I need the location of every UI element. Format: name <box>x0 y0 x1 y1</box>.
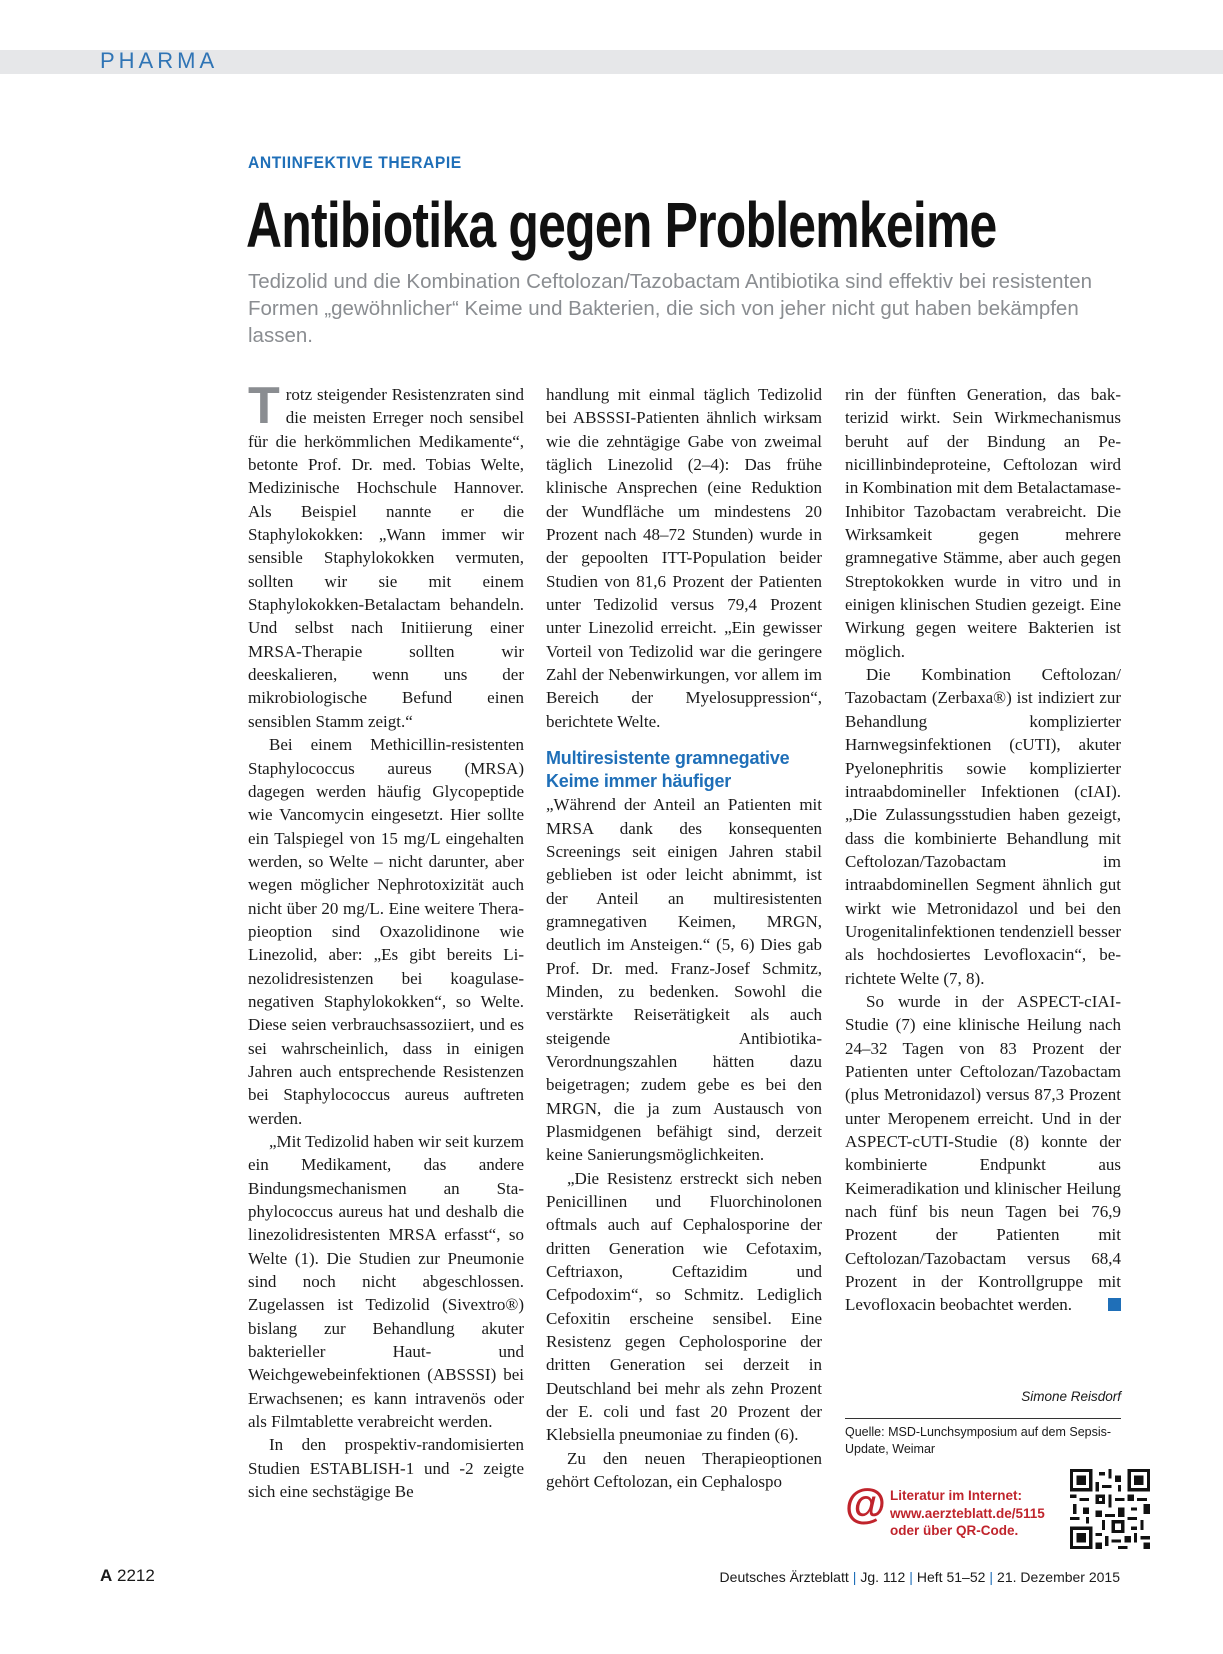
article-subtitle: Tedizolid und die Kombination Ceftolozan/Tazobactam Antibiotika sind effektiv bei resistenten Formen „gewöhnlicher“ Keime und Bakterien, die sich von jeher nicht gut haben bekämpfen lassen. <box>248 270 1093 347</box>
paragraph: So wurde in der ASPECT-cIAI-Studie (7) eine klinische Heilung nach 24–32 Tagen von 83 Prozent der Patienten unter Ceftolozan/Tazobactam (plus Metronidazol) versus 87,3 Prozent unter Meropenem erreicht. Und in der ASPECT-cUTI-Studie (8) konnte der kombinierte Endpunkt aus Keimeradikation und klinischer Heilung nach fünf bis neun Tagen bei 76,9 Prozent der Patienten mit Ceftolozan/Tazobactam versus 68,4 Prozent in der Kontrollgruppe mit Levofloxacin beobachtet werden. <box>845 991 1121 1315</box>
volume: Jg. 112 <box>860 1569 906 1585</box>
paragraph: Trotz steigender Resistenzraten sind die meisten Erreger noch sensibel für die herkömmlichen Medikamente“, betonte Prof. Dr. med. Tobias Welte, Medizinische Hochschule Hannover. Als Beispiel nannte er die Staphylokokken: „Wann immer wir sensible Staphylokokken vermuten, sollten wir sie mit einem Staphylokokken-Betalactam behandeln. Und selbst nach Initiierung einer MRSA-Therapie sollten wir deeskalieren, wenn uns der mikrobiologische Befund einen sensiblen Stamm zeigt.“ <box>248 377 524 731</box>
footer-info: Deutsches Ärzteblatt | Jg. 112 | Heft 51–52 | 21. Dezember 2015 <box>719 1569 1120 1585</box>
literature-qr-note: oder über QR-Code. <box>890 1523 1019 1538</box>
article-title: Antibiotika gegen Problemkeime <box>246 189 997 261</box>
literature-box[interactable] <box>890 1487 1045 1540</box>
text-column-1 <box>248 377 524 1504</box>
date: 21. Dezember 2015 <box>997 1569 1120 1585</box>
literature-link[interactable]: www.aerzteblatt.de/5115 <box>890 1505 1045 1521</box>
article-kicker: ANTIINFEKTIVE THERAPIE <box>248 153 462 172</box>
issue: Heft 51–52 <box>916 1569 986 1585</box>
text-column-3 <box>845 383 1121 1317</box>
paragraph: rin der fünften Generation, das bakterizid wirkt. Sein Wirkmechanismus beruht auf der Bindung an Penicillinbindeproteine, Ceftolozan wird in Kombination mit dem Betalactamase-Inhibitor Tazobactam verabreicht. Die Wirksamkeit gegen mehrere gramnegative Stämme, aber auch gegen Streptokokken wurde in vitro und in einigen klinischen Studien gezeigt. Eine Wirkung gegen weitere Bakterien ist möglich. <box>845 385 1121 661</box>
source-note: Quelle: MSD-Lunchsymposium auf dem Sepsis-Update, Weimar <box>845 1425 1112 1456</box>
paragraph: Die Kombination Ceftolozan/ Tazobactam (Zerbaxa®) ist indiziert zur Behandlung komplizierter Harnwegsinfektionen (cUTI), akuter Pyelonephritis sowie komplizierter intraabdomineller Infektionen (cIAI). „Die Zulassungsstudien haben gezeigt, dass die kombinierte Behandlung mit Ceftolozan/Tazobactam im intraabdominellen Segment ähnlich gut wirkt wie Metronidazol und bei den Urogenitalinfektionen tendenziell besser als hochdosiertes Levofloxacin“, berichtete Welte (7, 8). <box>845 665 1121 988</box>
author-byline: Simone Reisdorf <box>1021 1389 1121 1404</box>
drop-cap: T <box>248 377 280 435</box>
paragraph: In den prospektiv-randomisierten Studien ESTABLISH-1 und -2 zeigte sich eine sechstägige Be <box>248 1435 524 1502</box>
paragraph: handlung mit einmal täglich Tedizolid bei ABSSSI-Patienten ähnlich wirksam wie die zehntägige Gabe von zweimal täglich Linezolid (2–4): Das frühe klinische Ansprechen (eine Reduktion der Wundfläche um mindestens 20 Prozent nach 48–72 Stunden) wurde in der gepoolten ITT-Population beider Studien von 81,6 Prozent der Patienten unter Tedizolid versus 79,4 Prozent unter Linezolid erreicht. „Ein gewisser Vorteil von Tedizolid war die geringere Zahl der Nebenwirkungen, vor allem im Bereich der Myelosuppression“, berichtete Welte. <box>546 385 822 731</box>
paragraph: Bei einem Methicillin-resistenten Staphylococcus aureus (MRSA) dagegen werden häufig Glycopeptide wie Vancomycin eingesetzt. Hier sollte ein Talspiegel von 15 mg/L eingehalten werden, so Welte – nicht darunter, aber wegen möglicher Nephrotoxizität auch nicht über 20 mg/L. Eine weitere Therapieoption sind Oxazolidinone wie Linezolid, aber: „Es gibt bereits Linezolidresistenzen bei koagulasenegativen Staphylokokken“, so Welte. Diese seien verbrauchsassoziiert, und es sei wahrscheinlich, dass in einigen Jahren auch entsprechende Resistenzen bei Staphylococcus aureus auftreten werden. <box>248 735 524 1128</box>
qr-code-icon[interactable] <box>1070 1469 1150 1549</box>
journal-name: Deutsches Ärzteblatt <box>719 1569 849 1585</box>
text-column-2 <box>546 383 822 1493</box>
at-icon: @ <box>845 1480 886 1527</box>
paragraph: Zu den neuen Therapieoptionen gehört Ceftolozan, ein Cephalospo <box>546 1448 822 1492</box>
end-mark-icon <box>1108 1298 1121 1311</box>
divider <box>845 1418 1121 1419</box>
page-number: A 2212 <box>100 1566 155 1585</box>
paragraph: „Während der Anteil an Patienten mit MRSA dank des konsequenten Screenings seit einigen Jahren stabil geblieben ist oder leicht abnimmt, ist der Anteil an multiresistenten gramnegativen Keimen, MRGN, deutlich im Ansteigen.“ (5, 6) Dies gab Prof. Dr. med. Franz-Josef Schmitz, Minden, zu bedenken. Sowohl die verstärkte Reiseтätigkeit als auch steigende Antibiotika-Verordnungszahlen hätten dazu beigetragen; zudem gebe es bei den MRGN, die ja zum Austausch von Plasmidgenen befähigt sind, derzeit keine Sanierungsmöglichkeiten. <box>546 795 822 1165</box>
section-label: PHARMA <box>100 48 219 73</box>
paragraph: „Mit Tedizolid haben wir seit kurzem ein Medikament, das andere Bindungsmechanismen an Staphylococcus aureus hat und deshalb die linezolidresistenten MRSA erfasst“, so Welte (1). Die Studien zur Pneumonie sind noch nicht abgeschlossen. Zugelassen ist Tedizolid (Sivextro®) bislang zur Behandlung akuter bakterieller Haut- und Weichgewebeinfektionen (ABSSSI) bei Erwachsenen; es kann intravenös oder als Filmtablette verabreicht werden. <box>248 1132 524 1432</box>
section-heading: Multiresistente gramnegative Keime immer häufiger <box>546 748 790 792</box>
literature-label: Literatur im Internet: <box>890 1488 1023 1503</box>
paragraph: „Die Resistenz erstreckt sich neben Penicillinen und Fluorchinolonen oftmals auch auf Cephalosporine der dritten Generation wie Cefotaxim, Ceftriaxon, Ceftazidim und Cefpodoxim“, so Schmitz. Lediglich Cefoxitin erscheine sensibel. Eine Resistenz gegen Cepholosporine der dritten Generation sei derzeit in Deutschland bei mehr als zehn Prozent der E. coli und fast 20 Prozent der Klebsiella pneumoniae zu finden (6). <box>546 1168 822 1445</box>
